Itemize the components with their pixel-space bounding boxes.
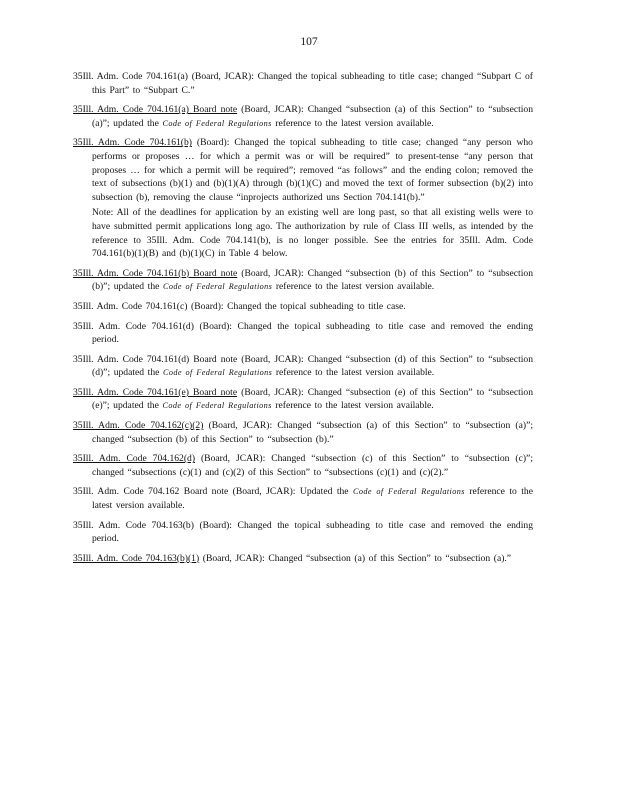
- amendment-entry: [73, 103, 533, 130]
- entry-text: (Board): Changed the topical subheading to title case; changed “any person who performs or proposes … for which a permit was or will be required” to present-tense “any person that proposes … for which a permit will be required”; removed “as follows” and the ending colon; removed the text of subsections (b)(1) and (b)(1)(A) through (b)(1)(C) and moved the text of former subsection (b)(2) into subsection (b), removing the clause “inprojects authorized uns Section 704.141(b).”: [92, 137, 533, 203]
- entry-citation: 35Ill. Adm. Code 704.162: [73, 486, 180, 498]
- entry-text-end: reference to the latest version available.: [272, 281, 435, 293]
- amendment-entry: [73, 353, 533, 380]
- entry-text: (Board, JCAR): Changed “subsection (c) of this Section” to “subsection (c)”; changed “subsections (c)(1) and (c)(2) of this Section” to “subsections (c)(1) and (c)(2).”: [92, 453, 533, 478]
- entry-text: (Board, JCAR): Changed “subsection (a) of this Section” to “subsection (a)”; updated the: [92, 104, 534, 129]
- entry-citation: 35Ill. Adm. Code 704.161(d): [73, 353, 190, 365]
- amendment-entry: [73, 320, 533, 347]
- amendment-entry: [73, 300, 533, 314]
- entry-citation: 35Ill. Adm. Code 704.161(b) Board note: [73, 267, 238, 279]
- entry-citation: 35Ill. Adm. Code 704.161(b): [73, 137, 192, 149]
- entry-text: (Board): Changed the topical subheading to title case and removed the ending period.: [92, 320, 533, 346]
- entry-citation: 35Ill. Adm. Code 704.161(e) Board note: [73, 386, 238, 398]
- amendment-entry: [73, 136, 533, 204]
- entry-text-end: reference to the latest version available.: [271, 117, 434, 129]
- entry-citation: 35Ill. Adm. Code 704.163(b)(1): [73, 552, 200, 564]
- amendment-entry: [73, 452, 533, 479]
- amendment-entries: [73, 70, 533, 571]
- entry-citation: 35Ill. Adm. Code 704.161(a): [73, 71, 188, 82]
- page-number: 107: [300, 36, 318, 48]
- entry-text: (Board): Changed the topical subheading to title case and removed the ending period.: [92, 519, 533, 545]
- entry-text: (Board, JCAR): Changed “subsection (b) of this Section” to “subsection (b)”; updated the: [92, 267, 533, 293]
- entry-citation: 35Ill. Adm. Code 704.162(d): [73, 453, 196, 465]
- entry-citation: 35Ill. Adm. Code 704.163(b): [73, 519, 194, 531]
- entry-text: (Board): Changed the topical subheading to title case.: [187, 300, 406, 312]
- amendment-entry: [73, 552, 533, 566]
- entry-text: (Board, JCAR): Changed “subsection (a) of this Section” to “subsection (a)”; changed “subsection (b) of this Section” to “subsection (b).”: [92, 420, 533, 445]
- entry-citation: 35Ill. Adm. Code 704.161(a) Board note: [73, 104, 238, 116]
- entry-text-end: reference to the latest version available.: [271, 400, 434, 412]
- entry-text: (Board, JCAR): Changed “subsection (a) of this Section” to “subsection (a).”: [199, 552, 512, 564]
- entry-text-end: reference to the latest version available.: [92, 486, 533, 512]
- cfr-title: Code of Federal Regulations: [163, 282, 273, 292]
- entry-text-end: reference to the latest version available.: [272, 367, 435, 379]
- entry-text: (Board, JCAR): Changed the topical subheading to title case; changed “Subpart C of this Part” to “Subpart C.”: [92, 71, 533, 96]
- entry-citation: 35Ill. Adm. Code 704.162(c)(2): [73, 420, 204, 432]
- cfr-title: Code of Federal Regulations: [353, 487, 465, 497]
- entry-citation: 35Ill. Adm. Code 704.161(c): [73, 300, 188, 312]
- entry-text: Board note (Board, JCAR): Updated the: [179, 486, 354, 498]
- cfr-title: Code of Federal Regulations: [162, 401, 272, 411]
- entry-text: (Board, JCAR): Changed “subsection (e) of this Section” to “subsection (e)”; updated the: [92, 386, 534, 412]
- note-paragraph: Note: All of the deadlines for application by an existing well are long past, so that all existing wells were to have submitted permit applications long ago. The authorization by rule of Class III wells, as intended by the reference to 35Ill. Adm. Code 704.141(b), is no longer possible. See the entries for 35Ill. Adm. Code 704.161(b)(1)(B) and (b)(1)(C) in Table 4 below.: [92, 207, 533, 260]
- entry-citation: 35Ill. Adm. Code 704.161(d): [73, 320, 194, 332]
- amendment-entry: [73, 519, 533, 546]
- amendment-entry: [73, 485, 533, 512]
- amendment-entry: [73, 70, 533, 97]
- entry-text: Board note (Board, JCAR): Changed “subsection (d) of this Section” to “subsection (d)”; updated the: [92, 353, 533, 379]
- cfr-title: Code of Federal Regulations: [163, 368, 273, 378]
- amendment-entry: [73, 267, 533, 294]
- amendment-entry: [73, 419, 533, 446]
- cfr-title: Code of Federal Regulations: [162, 118, 272, 128]
- amendment-entry: [73, 386, 533, 413]
